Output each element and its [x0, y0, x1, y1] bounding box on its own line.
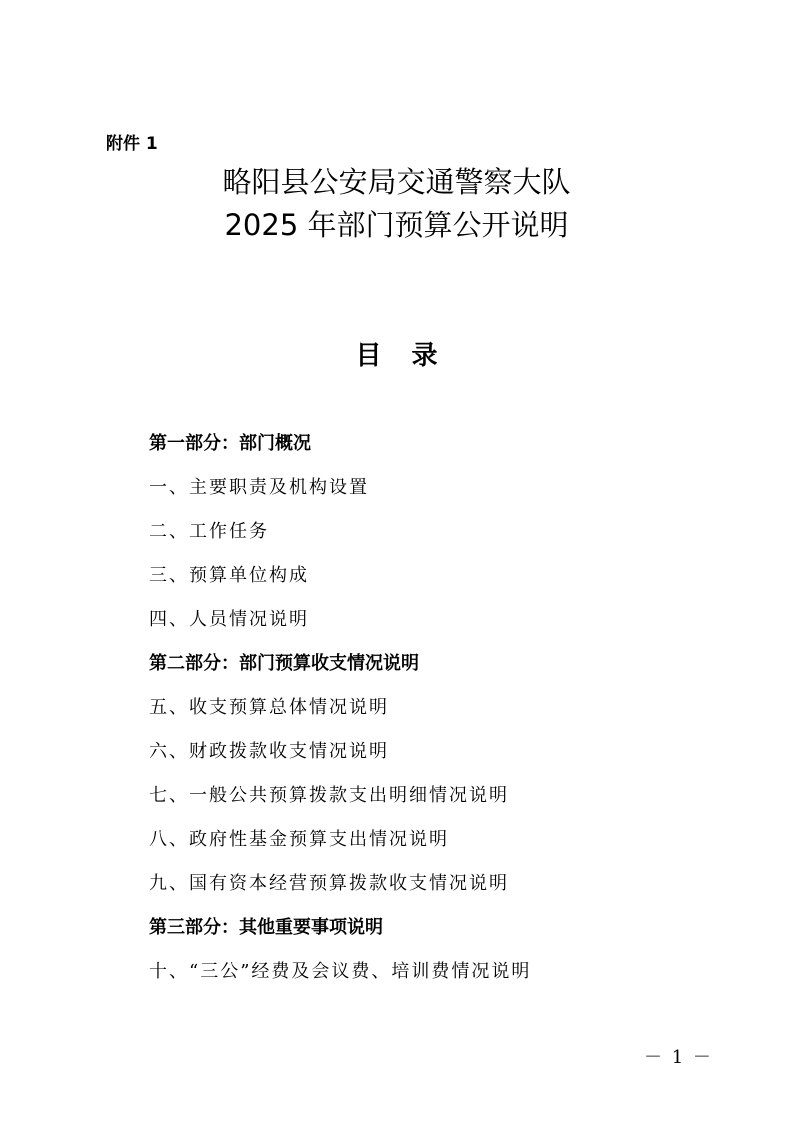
table-of-contents: [149, 428, 531, 1000]
toc-item: 七、一般公共预算拨款支出明细情况说明: [149, 785, 509, 806]
toc-item: 十、“三公”经费及会议费、培训费情况说明: [149, 961, 532, 982]
toc-item: 六、财政拨款收支情况说明: [149, 741, 389, 762]
toc-item: 五、收支预算总体情况说明: [149, 697, 389, 718]
toc-item: 二、工作任务: [149, 521, 269, 542]
page-number: － 1 －: [644, 1047, 713, 1068]
document-title-line-2: 2025 年部门预算公开说明: [224, 208, 569, 242]
toc-item: 四、人员情况说明: [149, 609, 309, 630]
document-title-line-1: 略阳县公安局交通警察大队: [222, 165, 571, 199]
toc-part-3: 第三部分：其他重要事项说明: [149, 917, 383, 938]
attachment-label: 附件 1: [106, 134, 158, 154]
toc-item: 九、国有资本经营预算拨款收支情况说明: [149, 873, 509, 894]
toc-item: 一、主要职责及机构设置: [149, 477, 369, 498]
toc-item: 三、预算单位构成: [149, 565, 309, 586]
toc-part-2: 第二部分：部门预算收支情况说明: [149, 653, 419, 674]
toc-part-1: 第一部分：部门概况: [149, 433, 311, 454]
toc-heading: 目录: [355, 341, 468, 371]
toc-item: 八、政府性基金预算支出情况说明: [149, 829, 449, 850]
